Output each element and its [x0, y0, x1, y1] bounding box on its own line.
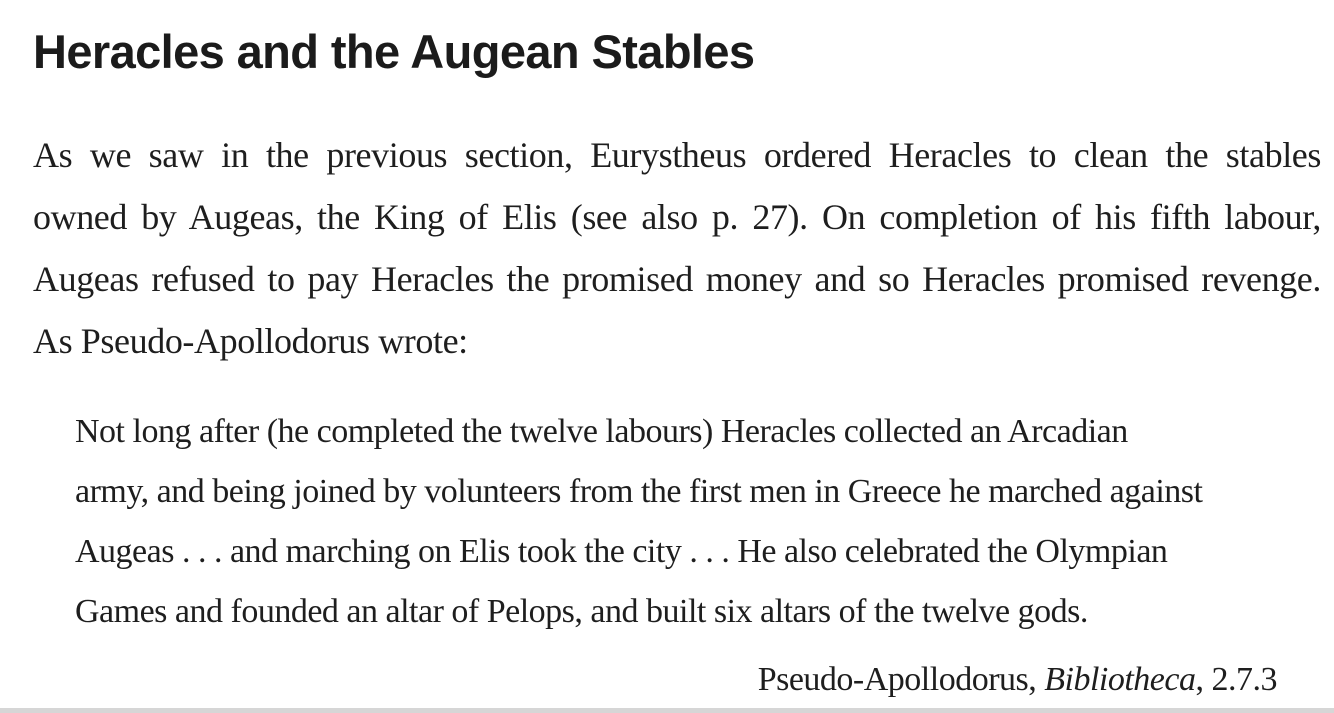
paragraph-line: As we saw in the previous section, Eurystheus ordered Heracles to clean the stables	[33, 135, 1321, 175]
page-bottom-edge	[0, 708, 1334, 713]
paragraph-line: Augeas refused to pay Heracles the promised money and so Heracles promised revenge.	[33, 259, 1321, 299]
quote-citation	[758, 654, 1277, 706]
citation-work-title: Bibliotheca	[1044, 661, 1196, 698]
citation-reference: , 2.7.3	[1195, 661, 1277, 698]
block-quote	[75, 402, 1285, 642]
paragraph-line: As Pseudo-Apollodorus wrote:	[33, 321, 468, 361]
body-paragraph	[33, 124, 1321, 372]
section-heading: Heracles and the Augean Stables	[33, 25, 755, 78]
paragraph-line: owned by Augeas, the King of Elis (see also p. 27). On completion of his fifth labour,	[33, 197, 1321, 237]
quote-line: Games and founded an altar of Pelops, and built six altars of the twelve gods.	[75, 593, 1088, 630]
quote-line: Not long after (he completed the twelve labours) Heracles collected an Arcadian	[75, 413, 1128, 450]
citation-author: Pseudo-Apollodorus,	[757, 661, 1045, 698]
quote-line: Augeas . . . and marching on Elis took the city . . . He also celebrated the Olympian	[75, 533, 1168, 570]
quote-line: army, and being joined by volunteers from the first men in Greece he marched against	[75, 473, 1203, 510]
